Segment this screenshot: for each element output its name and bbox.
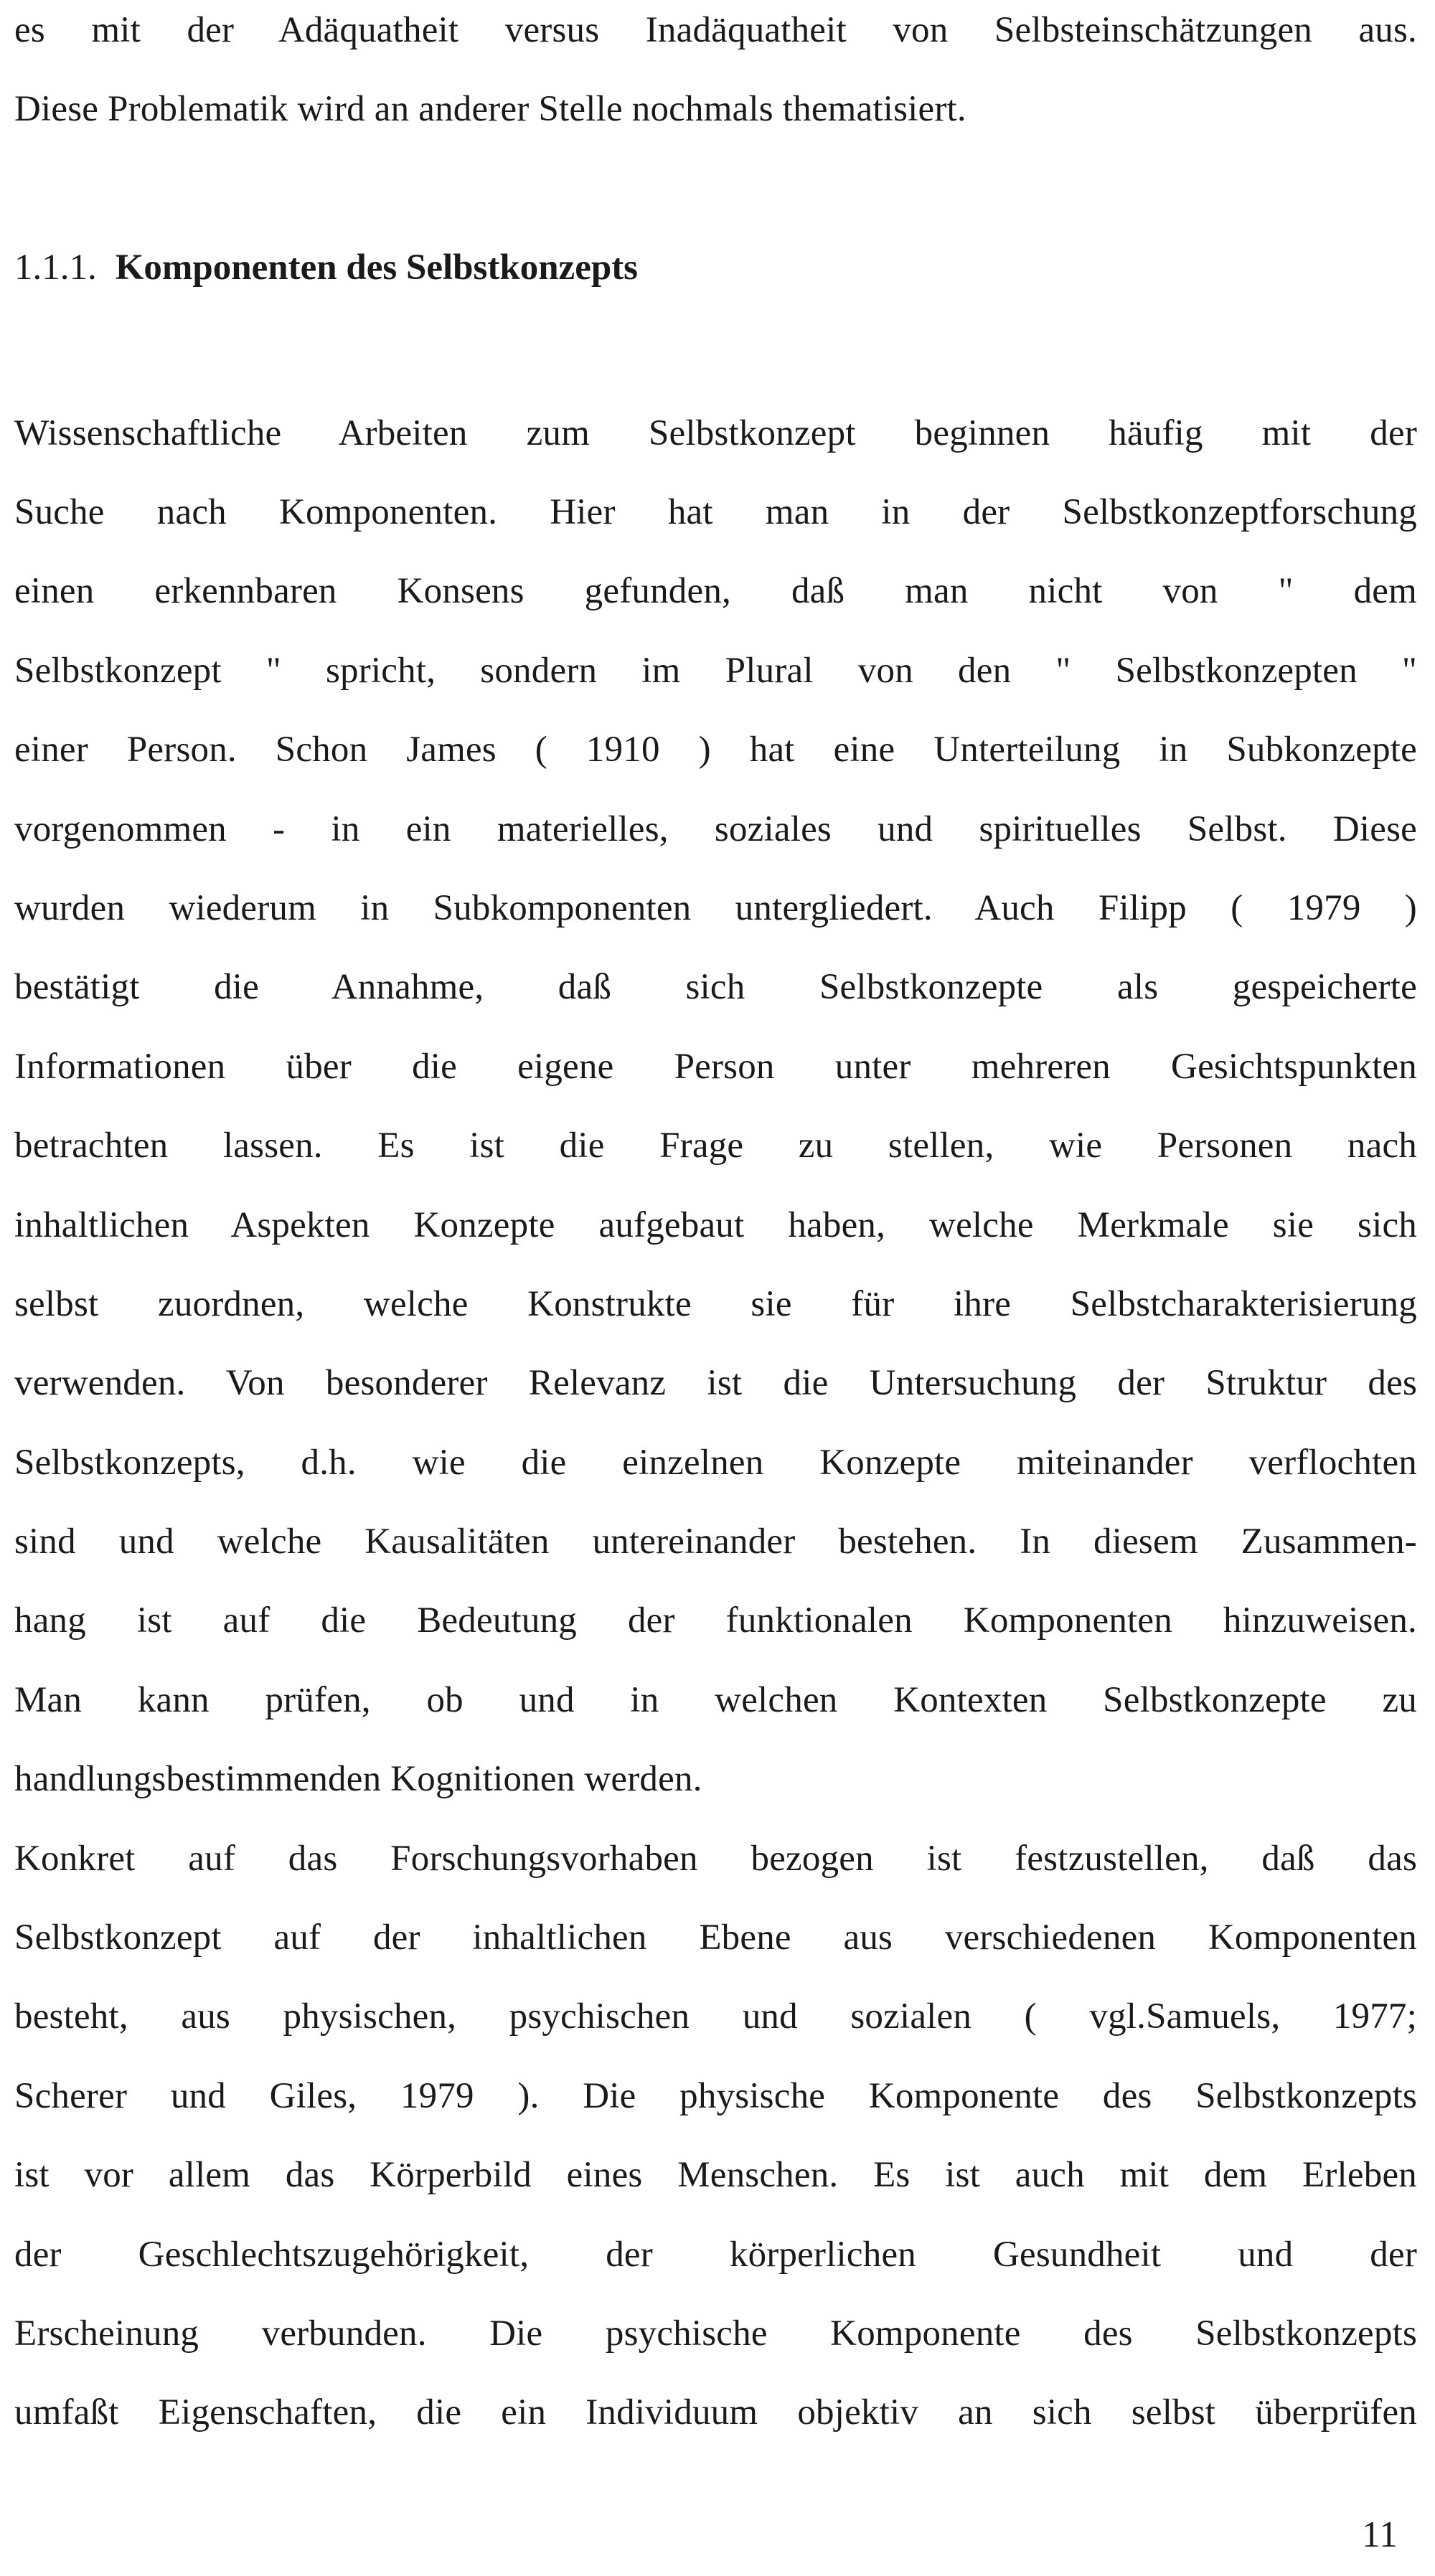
text-line: wurden wiederum in Subkomponenten untergliedert. Auch Filipp ( 1979 ) bbox=[14, 888, 1417, 928]
text-line: Suche nach Komponenten. Hier hat man in der Selbstkonzeptforschung bbox=[14, 492, 1417, 532]
text-line: Erscheinung verbunden. Die psychische Komponente des Selbstkonzepts bbox=[14, 2313, 1417, 2354]
text-line: Wissenschaftliche Arbeiten zum Selbstkonzept beginnen häufig mit der bbox=[14, 413, 1417, 453]
text-line: einen erkennbaren Konsens gefunden, daß man nicht von " dem bbox=[14, 571, 1417, 611]
text-line-intro-1: es mit der Adäquatheit versus Inadäquatheit von Selbsteinschätzungen aus. bbox=[14, 10, 1417, 50]
text-line: einer Person. Schon James ( 1910 ) hat eine Unterteilung in Subkonzepte bbox=[14, 730, 1417, 770]
section-number: 1.1.1. bbox=[14, 247, 97, 288]
text-line: besteht, aus physischen, psychischen und sozialen ( vgl.Samuels, 1977; bbox=[14, 1996, 1417, 2037]
text-line: handlungsbestimmenden Kognitionen werden. bbox=[14, 1759, 702, 1799]
section-title: Komponenten des Selbstkonzepts bbox=[115, 247, 639, 288]
text-line: vorgenommen - in ein materielles, soziales und spirituelles Selbst. Diese bbox=[14, 809, 1417, 849]
text-line: sind und welche Kausalitäten untereinander bestehen. In diesem Zusammen- bbox=[14, 1521, 1417, 1562]
page-number: 11 bbox=[1361, 2514, 1398, 2555]
text-line: Selbstkonzept auf der inhaltlichen Ebene aus verschiedenen Komponenten bbox=[14, 1917, 1417, 1958]
text-line: Scherer und Giles, 1979 ). Die physische Komponente des Selbstkonzepts bbox=[14, 2076, 1417, 2116]
text-line: Konkret auf das Forschungsvorhaben bezogen ist festzustellen, daß das bbox=[14, 1839, 1417, 1879]
text-line: Selbstkonzepts, d.h. wie die einzelnen Konzepte miteinander verflochten bbox=[14, 1443, 1417, 1483]
text-line: hang ist auf die Bedeutung der funktionalen Komponenten hinzuweisen. bbox=[14, 1600, 1417, 1641]
text-line-intro-2: Diese Problematik wird an anderer Stelle nochmals thematisiert. bbox=[14, 89, 966, 129]
text-line: betrachten lassen. Es ist die Frage zu stellen, wie Personen nach bbox=[14, 1126, 1417, 1166]
text-line: inhaltlichen Aspekten Konzepte aufgebaut haben, welche Merkmale sie sich bbox=[14, 1205, 1417, 1245]
text-line: Man kann prüfen, ob und in welchen Kontexten Selbstkonzepte zu bbox=[14, 1680, 1417, 1720]
text-line: bestätigt die Annahme, daß sich Selbstkonzepte als gespeicherte bbox=[14, 967, 1417, 1007]
text-line: der Geschlechtszugehörigkeit, der körperlichen Gesundheit und der bbox=[14, 2235, 1417, 2275]
text-line: Selbstkonzept " spricht, sondern im Plural von den " Selbstkonzepten " bbox=[14, 651, 1417, 691]
section-heading bbox=[14, 246, 638, 289]
text-line: verwenden. Von besonderer Relevanz ist die Untersuchung der Struktur des bbox=[14, 1363, 1417, 1403]
text-line: selbst zuordnen, welche Konstrukte sie für ihre Selbstcharakterisierung bbox=[14, 1284, 1417, 1324]
text-line: Informationen über die eigene Person unter mehreren Gesichtspunkten bbox=[14, 1047, 1417, 1087]
text-line: ist vor allem das Körperbild eines Menschen. Es ist auch mit dem Erleben bbox=[14, 2155, 1417, 2195]
text-line: umfaßt Eigenschaften, die ein Individuum objektiv an sich selbst überprüfen bbox=[14, 2392, 1417, 2433]
